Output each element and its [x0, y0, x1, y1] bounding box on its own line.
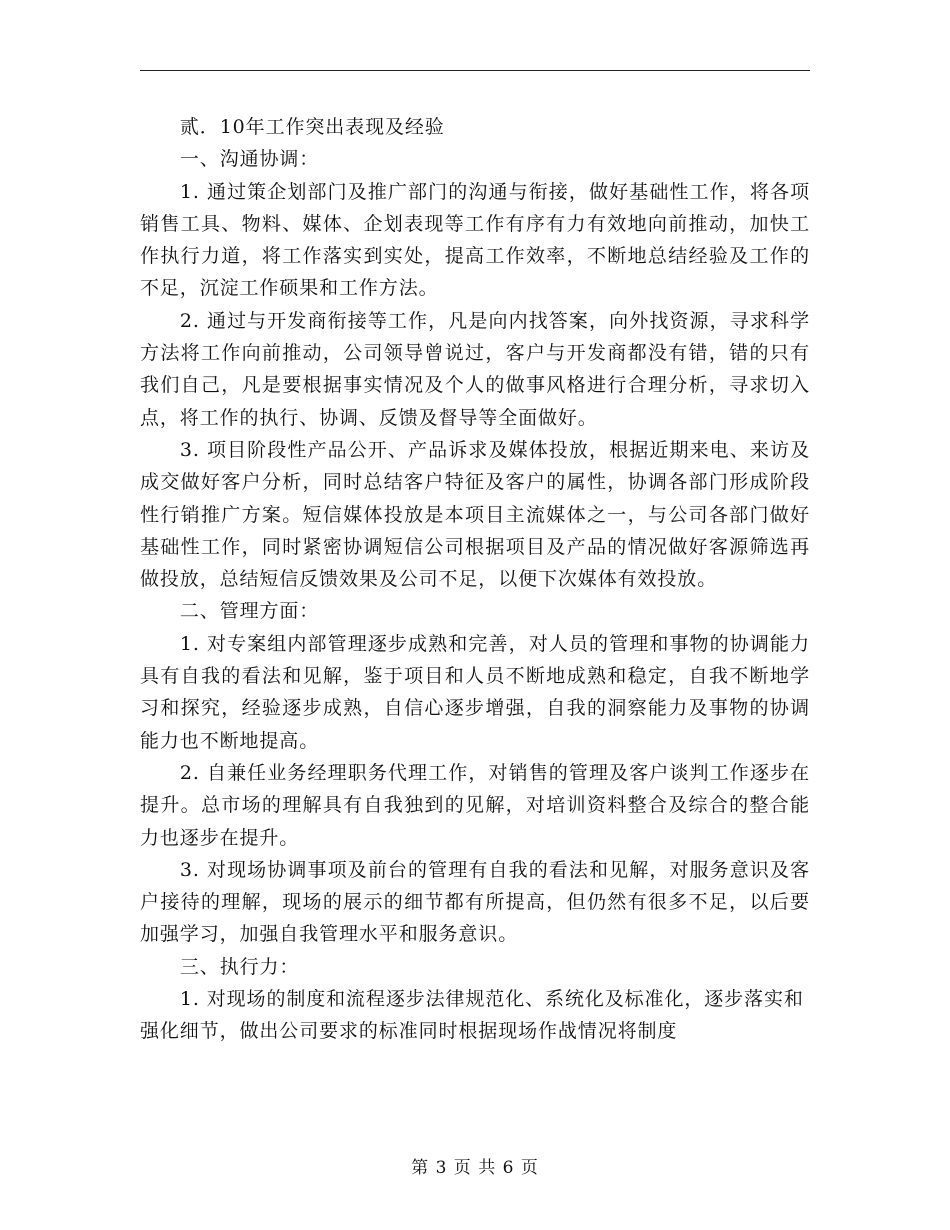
paragraph-management-3: 3. 对现场协调事项及前台的管理有自我的看法和见解，对服务意识及客户接待的理解，现场的展示的细节都有所提高，但仍然有很多不足，以后要加强学习，加强自我管理水平和服务意识。: [140, 858, 810, 946]
paragraph-communication-2: 2. 通过与开发商衔接等工作，凡是向内找答案，向外找资源，寻求科学方法将工作向前推动，公司领导曾说过，客户与开发商都没有错，错的只有我们自己，凡是要根据事实情况及个人的做事风格进行合理分析，寻求切入点，将工作的执行、协调、反馈及督导等全面做好。: [140, 309, 810, 429]
subsection-heading-management: 二、管理方面：: [179, 600, 320, 623]
subsection-heading-execution: 三、执行力：: [179, 955, 300, 978]
section-heading: 贰．10年工作突出表现及经验: [179, 116, 445, 138]
page-number-footer: 第 3 页 共 6 页: [411, 1158, 539, 1178]
paragraph-execution-1: 1. 对现场的制度和流程逐步法律规范化、系统化及标准化，逐步落实和强化细节，做出公司要求的标准同时根据现场作战情况将制度: [140, 988, 804, 1043]
paragraph-communication-3: 3. 项目阶段性产品公开、产品诉求及媒体投放，根据近期来电、来访及成交做好客户分析，同时总结客户特征及客户的属性，协调各部门形成阶段性行销推广方案。短信媒体投放是本项目主流媒体之一，与公司各部门做好基础性工作，同时紧密协调短信公司根据项目及产品的情况做好客源筛选再做投放，总结短信反馈效果及公司不足，以便下次媒体有效投放。: [140, 438, 810, 591]
subsection-heading-communication: 一、沟通协调：: [179, 148, 320, 171]
paragraph-management-2: 2. 自兼任业务经理职务代理工作，对销售的管理及客户谈判工作逐步在提升。总市场的理解具有自我独到的见解，对培训资料整合及综合的整合能力也逐步在提升。: [140, 761, 810, 849]
paragraph-communication-1: 1. 通过策企划部门及推广部门的沟通与衔接，做好基础性工作，将各项销售工具、物料、媒体、企划表现等工作有序有力有效地向前推动，加快工作执行力道，将工作落实到实处，提高工作效率，不断地总结经验及工作的不足，沉淀工作硕果和工作方法。: [140, 180, 810, 300]
header-rule: [140, 70, 810, 71]
document-body: [140, 111, 810, 1048]
paragraph-management-1: 1. 对专案组内部管理逐步成熟和完善，对人员的管理和事物的协调能力具有自我的看法和见解，鉴于项目和人员不断地成熟和稳定，自我不断地学习和探究，经验逐步成熟，自信心逐步增强，自我的洞察能力及事物的协调能力也不断地提高。: [140, 632, 810, 752]
